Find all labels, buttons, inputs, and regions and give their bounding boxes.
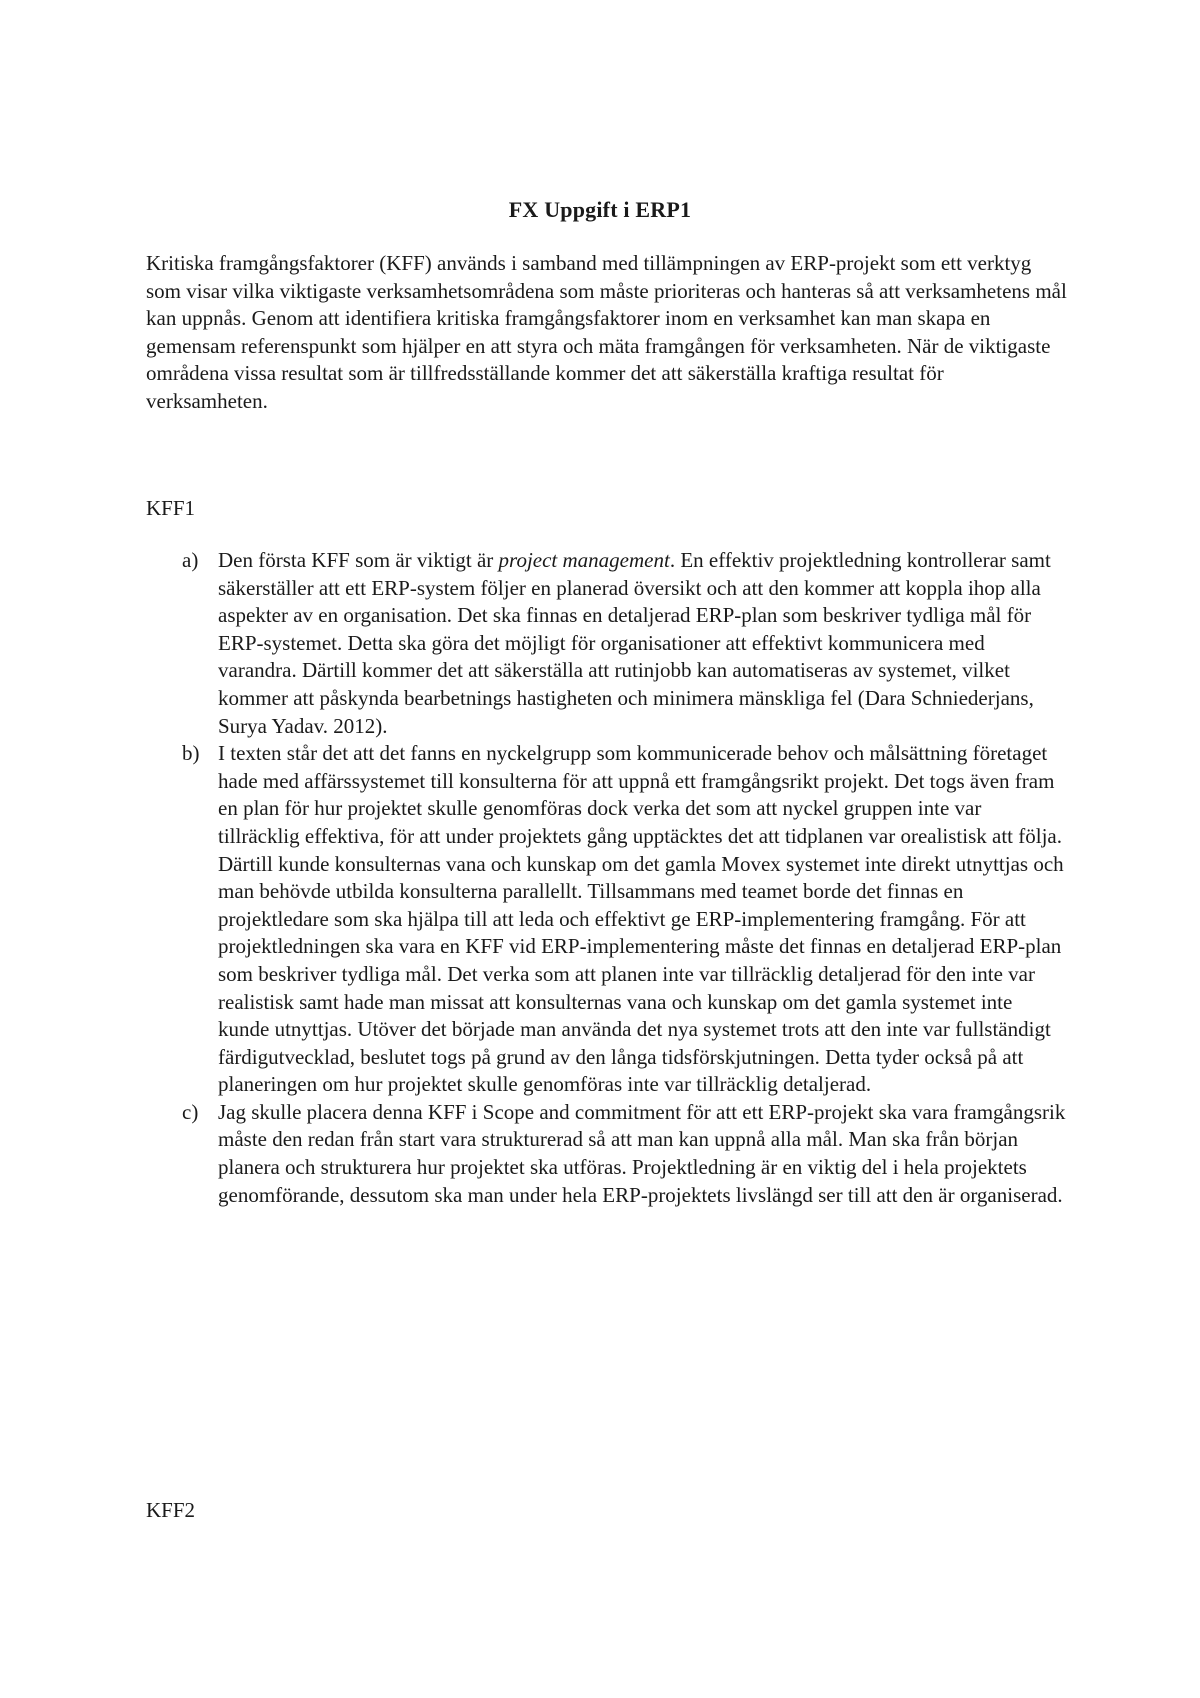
section-heading-kff1: KFF1 [146, 496, 196, 520]
list-marker: c) [182, 1099, 199, 1124]
item-c-text: Jag skulle placera denna KFF i Scope and commitment för att ett ERP-projekt ska vara framgångsrik måste den redan från start vara strukturerad så att man kan uppnå alla mål. Man ska från början planera och strukturera hur projektet ska utföras. Projektledning är en viktig del i hela projektets genomförande, dessutom ska man under hela ERP-projektets livslängd ser till att den är organiserad. [218, 1099, 1066, 1207]
list-item-c [146, 1099, 1068, 1209]
list-item-b [146, 740, 1068, 1099]
kff1-list [146, 547, 1068, 1209]
section-heading-kff2: KFF2 [146, 1498, 196, 1522]
item-a-emphasis: project management [498, 548, 670, 572]
list-item-a [146, 547, 1068, 740]
item-b-text: I texten står det att det fanns en nyckelgrupp som kommunicerade behov och målsättning företaget hade med affärssystemet till konsulterna för att uppnå ett framgångsrikt projekt. Det togs även fram en plan för hur projektet skulle genomföras dock verka det som att nyckel gruppen inte var tillräcklig effektiva, för att under projektets gång upptäcktes det att tidplanen var orealistisk att följa. Därtill kunde konsulternas vana och kunskap om det gamla Movex systemet inte direkt utnyttjas och man behövde utbilda konsulterna parallellt. Tillsammans med teamet borde det finnas en projektledare som ska hjälpa till att leda och effektivt ge ERP-implementering framgång. För att projektledningen ska vara en KFF vid ERP-implementering måste det finnas en detaljerad ERP-plan som beskriver tydliga mål. Det verka som att planen inte var tillräcklig detaljerad för den inte var realistisk samt hade man missat att konsulternas vana och kunskap om det gamla systemet inte kunde utnyttjas. Utöver det började man använda det nya systemet trots att den inte var fullständigt färdigutvecklad, beslutet togs på grund av den långa tidsförskjutningen. Detta tyder också på att planeringen om hur projektet skulle genomföras inte var tillräcklig detaljerad. [218, 741, 1064, 1097]
intro-paragraph: Kritiska framgångsfaktorer (KFF) används i samband med tillämpningen av ERP-projekt som ett verktyg som visar vilka viktigaste verksamhetsområdena som måste prioriteras och hanteras så att verksamhetens mål kan uppnås. Genom att identifiera kritiska framgångsfaktorer inom en verksamhet kan man skapa en gemensam referenspunkt som hjälper en att styra och mäta framgången för verksamheten. När de viktigaste områdena vissa resultat som är tillfredsställande kommer det att säkerställa kraftiga resultat för verksamheten. [146, 251, 1067, 413]
document-title: FX Uppgift i ERP1 [508, 197, 692, 222]
item-a-text-start: Den första KFF som är viktigt är [218, 548, 499, 572]
item-a-text-end: . En effektiv projektledning kontrollerar samt säkerställer att ett ERP-system följer en planerad översikt och att den kommer att koppla ihop alla aspekter av en organisation. Det ska finnas en detaljerad ERP-plan som beskriver tydliga mål för ERP-systemet. Detta ska göra det möjligt för organisationer att effektivt kommunicera med varandra. Därtill kommer det att säkerställa att rutinjobb kan automatiseras av systemet, vilket kommer att påskynda bearbetnings hastigheten och minimera mänskliga fel (Dara Schniederjans, Surya Yadav. 2012). [218, 548, 1051, 738]
list-marker: b) [182, 741, 200, 766]
list-marker: a) [182, 548, 199, 572]
